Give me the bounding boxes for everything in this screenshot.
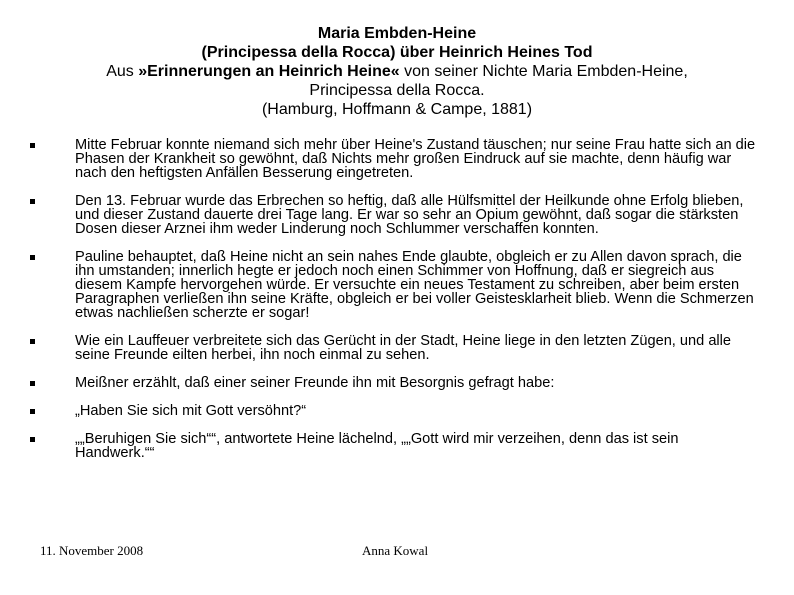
source-author-title: Principessa della Rocca. bbox=[309, 82, 485, 99]
list-item bbox=[30, 334, 756, 362]
list-item bbox=[30, 250, 756, 320]
footer-date: 11. November 2008 bbox=[40, 543, 144, 558]
list-item bbox=[30, 404, 756, 418]
source-book-title: »Erinnerungen an Heinrich Heine« bbox=[138, 63, 400, 80]
list-item bbox=[30, 432, 756, 460]
subtitle: (Principessa della Rocca) über Heinrich Heines Tod bbox=[201, 44, 593, 61]
list-item-text: „„Beruhigen Sie sich““, antwortete Heine lächelnd, „„Gott wird mir verzeihen, denn das ist sein Handwerk.““ bbox=[75, 431, 679, 461]
bullet-list bbox=[30, 138, 756, 474]
source-publisher: (Hamburg, Hoffmann & Campe, 1881) bbox=[261, 101, 533, 118]
list-item-text: Mitte Februar konnte niemand sich mehr über Heine's Zustand täuschen; nur seine Frau hatte sich an die Phasen der Krankheit so gewöhnt, daß Nichts mehr großen Eindruck auf sie machte, denn häufig war nach den heftigsten Anfällen Besserung eingetreten. bbox=[75, 137, 756, 181]
document-header bbox=[20, 24, 774, 119]
bullet-icon bbox=[30, 437, 35, 442]
list-item-text: Meißner erzählt, daß einer seiner Freunde ihn mit Besorgnis gefragt habe: bbox=[75, 375, 555, 391]
bullet-icon bbox=[30, 409, 35, 414]
bullet-icon bbox=[30, 143, 35, 148]
list-item-text: Pauline behauptet, daß Heine nicht an sein nahes Ende glaubte, obgleich er zu Allen davon sprach, die ihn umstanden; innerlich hegte er jedoch noch einen Schimmer von Hoffnung, daß er siegreich aus diesem Kampfe hervorgehen würde. Er versuchte ein neues Testament zu schreiben, aber beim ersten Paragraphen verließen ihn seine Kräfte, obgleich er bei voller Geistesklarheit blieb. Wenn die Schmerzen etwas nachließen scherzte er sogar! bbox=[75, 249, 754, 321]
list-item-text: Den 13. Februar wurde das Erbrechen so heftig, daß alle Hülfsmittel der Heilkunde ohne Erfolg blieben, und dieser Zustand dauerte drei Tage lang. Er war so sehr an Opium gewöhnt, daß sogar die stärksten Dosen dieser Arznei ihm weder Linderung noch Schlummer verschaffen konnten. bbox=[75, 193, 744, 237]
list-item bbox=[30, 138, 756, 180]
list-item bbox=[30, 194, 756, 236]
bullet-icon bbox=[30, 199, 35, 204]
source-line bbox=[20, 62, 774, 81]
list-item-text: Wie ein Lauffeuer verbreitete sich das Gerücht in der Stadt, Heine liege in den letzten Zügen, und alle seine Freunde eilten herbei, ihn noch einmal zu sehen. bbox=[75, 333, 732, 363]
footer-author: Anna Kowal bbox=[362, 543, 429, 558]
title: Maria Embden-Heine bbox=[317, 25, 477, 42]
bullet-icon bbox=[30, 381, 35, 386]
source-suffix: von seiner Nichte Maria Embden-Heine, bbox=[399, 63, 688, 80]
bullet-icon bbox=[30, 339, 35, 344]
list-item-text: „Haben Sie sich mit Gott versöhnt?“ bbox=[75, 403, 307, 419]
list-item bbox=[30, 376, 756, 390]
source-prefix: Aus bbox=[106, 63, 139, 80]
bullet-icon bbox=[30, 255, 35, 260]
